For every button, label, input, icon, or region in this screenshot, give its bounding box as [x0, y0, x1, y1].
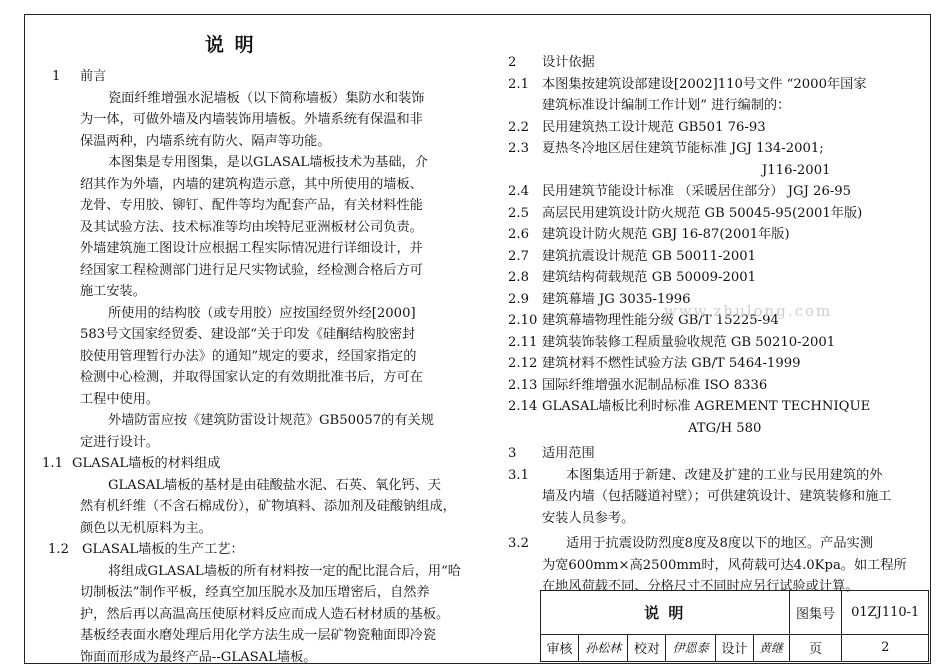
text-line: 检测中心检测，并取得国家认定的有效期批准书后，方可在 — [80, 370, 423, 385]
atlas-number-label: 图集号 — [789, 591, 842, 635]
review-signature: 孙松林 — [578, 634, 627, 661]
scope-item — [508, 465, 928, 487]
section-number: 1 — [52, 69, 61, 84]
item-number: 2.12 — [508, 356, 538, 371]
text-line: 切制板法”制作平板，经真空加压脱水及加压增密后，自然养 — [80, 585, 430, 600]
item-number: 2.2 — [508, 119, 529, 135]
item-number: 2.10 — [508, 313, 538, 328]
text-line: 基板经表面水磨处理后用化学方法生成一层矿物瓷釉面即冷瓷 — [80, 628, 437, 643]
section-number: 2 — [508, 55, 517, 70]
item-text: 夏热冬冷地区居住建筑节能标准 JGJ 134-2001; — [542, 141, 824, 156]
standard-item — [508, 117, 928, 139]
item-text: 建筑装饰装修工程质量验收规范 GB 50210-2001 — [542, 334, 836, 350]
item-text: 建筑材料不燃性试验方法 GB/T 5464-1999 — [542, 356, 801, 371]
text-line: 本图集是专用图集，是以GLASAL墙板技术为基础，介 — [108, 155, 428, 170]
item-text-continued: 建筑标准设计编制工作计划” 进行编制的： — [542, 98, 791, 113]
item-text-continued: 在地风荷载不同、分格尺寸不同时应另行试验或计算。 — [542, 579, 859, 594]
standard-item — [508, 332, 928, 354]
check-signature: 伊恩泰 — [666, 634, 715, 661]
item-text: 本图集适用于新建、改建及扩建的工业与民用建筑的外 — [566, 467, 883, 483]
text-line: 外墙防雷应按《建筑防雷设计规范》GB50057的有关规 — [108, 413, 434, 428]
section-1-heading — [52, 66, 482, 88]
item-text: 建筑幕墙 JG 3035-1996 — [542, 291, 691, 307]
title-block-name: 说 明 — [541, 591, 790, 635]
text-line: 龙骨、专用胶、铆钉、配件等均为配套产品，有关材料性能 — [80, 198, 423, 213]
standard-item — [508, 138, 928, 160]
text-line: 瓷面纤维增强水泥墙板（以下简称墙板）集防水和装饰 — [108, 90, 425, 106]
design-signature: 黄继 — [753, 634, 789, 661]
item-text-continued: ATG/H 580 — [688, 420, 762, 436]
paragraph-intro — [52, 88, 482, 153]
item-text: 建筑幕墙物理性能分级 GB/T 15225-94 — [542, 313, 779, 328]
section-title: 适用范围 — [542, 446, 595, 461]
item-text-continued: 安装人员参考。 — [542, 510, 635, 526]
text-line: 绍其作为外墙，内墙的建筑构造示意，其中所使用的墙板、 — [80, 176, 423, 192]
item-number: 2.13 — [508, 377, 538, 393]
section-2-heading — [508, 52, 928, 74]
text-line: 583号文国家经贸委、建设部“关于印发《硅酮结构胶密封 — [80, 327, 416, 342]
item-number: 3.2 — [508, 536, 529, 551]
page-number: 2 — [842, 634, 929, 661]
standard-item — [508, 246, 928, 268]
text-line: 工程中使用。 — [80, 391, 160, 407]
standard-item — [508, 181, 928, 203]
paragraph-materials — [52, 475, 482, 540]
text-line: 所使用的结构胶（或专用胶）应按国经贸外经[2000] — [108, 305, 416, 321]
item-number: 2.14 — [508, 399, 538, 414]
page-label: 页 — [789, 634, 842, 661]
standard-item — [508, 375, 928, 397]
text-line: 饰面而形成为最终产品--GLASAL墙板。 — [80, 649, 317, 665]
text-line: 然有机纤维（不含石棉成份），矿物填料、添加剂及硅酸钠组成， — [80, 499, 456, 514]
section-1-2-heading — [48, 539, 482, 561]
left-column — [42, 66, 482, 668]
item-text-continued: J116-2001 — [762, 162, 831, 178]
section-1-1-heading — [42, 453, 482, 475]
section-3-heading — [508, 443, 928, 465]
item-text: 本图集按建筑设部建设[2002]110号文件 “2000年国家 — [542, 76, 867, 92]
section-number: 1.1 — [42, 456, 63, 471]
text-line: 外墙建筑施工图设计应根据工程实际情况进行详细设计，并 — [80, 241, 423, 256]
section-title: GLASAL墙板的生产工艺： — [82, 542, 244, 557]
item-number: 2.5 — [508, 205, 529, 221]
watermark: www.zhulong.com — [664, 302, 833, 320]
paragraph-lightning — [52, 410, 482, 453]
item-text: 高层民用建筑设计防火规范 GB 50045-95(2001年版) — [542, 205, 863, 221]
item-text: 民用建筑节能设计标准 （采暖居住部分） JGJ 26-95 — [542, 184, 852, 199]
title-block — [540, 590, 929, 662]
design-label: 设计 — [715, 634, 753, 661]
item-text: GLASAL墙板比利时标准 AGREMENT TECHNIQUE — [542, 399, 871, 414]
item-number: 2.6 — [508, 227, 529, 242]
item-text: 建筑结构荷载规范 GB 50009-2001 — [542, 270, 757, 285]
item-text: 建筑抗震设计规范 GB 50011-2001 — [542, 248, 757, 264]
standard-item — [508, 203, 928, 225]
check-label: 校对 — [628, 634, 666, 661]
text-line: 胶使用管理暂行办法》的通知”规定的要求，经国家指定的 — [80, 348, 417, 364]
scope-item — [508, 533, 928, 555]
item-text: 国际纤维增强水泥制品标准 ISO 8336 — [542, 377, 768, 393]
item-number: 3.1 — [508, 467, 529, 483]
item-number: 2.8 — [508, 270, 529, 285]
standard-item — [508, 267, 928, 289]
paragraph-adhesive — [52, 303, 482, 411]
right-column — [508, 52, 928, 598]
atlas-number: 01ZJ110-1 — [842, 591, 929, 635]
section-number: 3 — [508, 446, 517, 461]
text-line: 颜色以无机原料为主。 — [80, 520, 212, 536]
section-title: 设计依据 — [542, 55, 595, 70]
item-text: 适用于抗震设防烈度8度及8度以下的地区。产品实测 — [566, 536, 873, 551]
standard-item — [508, 353, 928, 375]
item-text-continued: 墙及内墙（包括隧道衬壁）；可供建筑设计、建筑装修和施工 — [542, 489, 892, 504]
item-number: 2.9 — [508, 291, 529, 307]
text-line: 为一体，可做外墙及内墙装饰用墙板。外墙系统有保温和非 — [80, 112, 423, 127]
standard-item — [508, 74, 928, 96]
text-line: 及其试验方法、技术标准等均由埃特尼亚洲板材公司负责。 — [80, 219, 423, 235]
text-line: 护，然后再以高温高压使原材料反应而成人造石材材质的基板。 — [80, 606, 450, 622]
text-line: 施工安装。 — [80, 284, 146, 299]
review-label: 审核 — [541, 634, 579, 661]
item-number: 2.11 — [508, 334, 538, 350]
page-title: 说 明 — [205, 34, 256, 56]
item-number: 2.7 — [508, 248, 529, 264]
text-line: 保温两种，内墙系统有防火、隔声等功能。 — [80, 133, 331, 149]
item-text: 民用建筑热工设计规范 GB501 76-93 — [542, 119, 766, 135]
text-line: 将组成GLASAL墙板的所有材料按一定的配比混合后，用“哈 — [108, 563, 461, 579]
standard-item — [508, 396, 928, 418]
item-text: 建筑设计防火规范 GBJ 16-87(2001年版) — [542, 227, 790, 242]
item-number: 2.3 — [508, 141, 529, 156]
text-line: 定进行设计。 — [80, 434, 160, 450]
text-line: 经国家工程检测部门进行足尺实物试验，经检测合格后方可 — [80, 262, 423, 278]
item-text-continued: 为宽600mm×高2500mm时，风荷载可达4.0Kpa。如工程所 — [542, 557, 907, 573]
item-number: 2.1 — [508, 76, 529, 92]
section-number: 1.2 — [48, 542, 69, 557]
paragraph-atlas — [52, 152, 482, 303]
section-title: GLASAL墙板的材料组成 — [72, 456, 221, 471]
paragraph-process — [52, 561, 482, 669]
section-title: 前言 — [80, 69, 107, 84]
standard-item — [508, 224, 928, 246]
item-number: 2.4 — [508, 184, 529, 199]
text-line: GLASAL墙板的基材是由硅酸盐水泥、石英、氧化钙、天 — [108, 477, 442, 493]
